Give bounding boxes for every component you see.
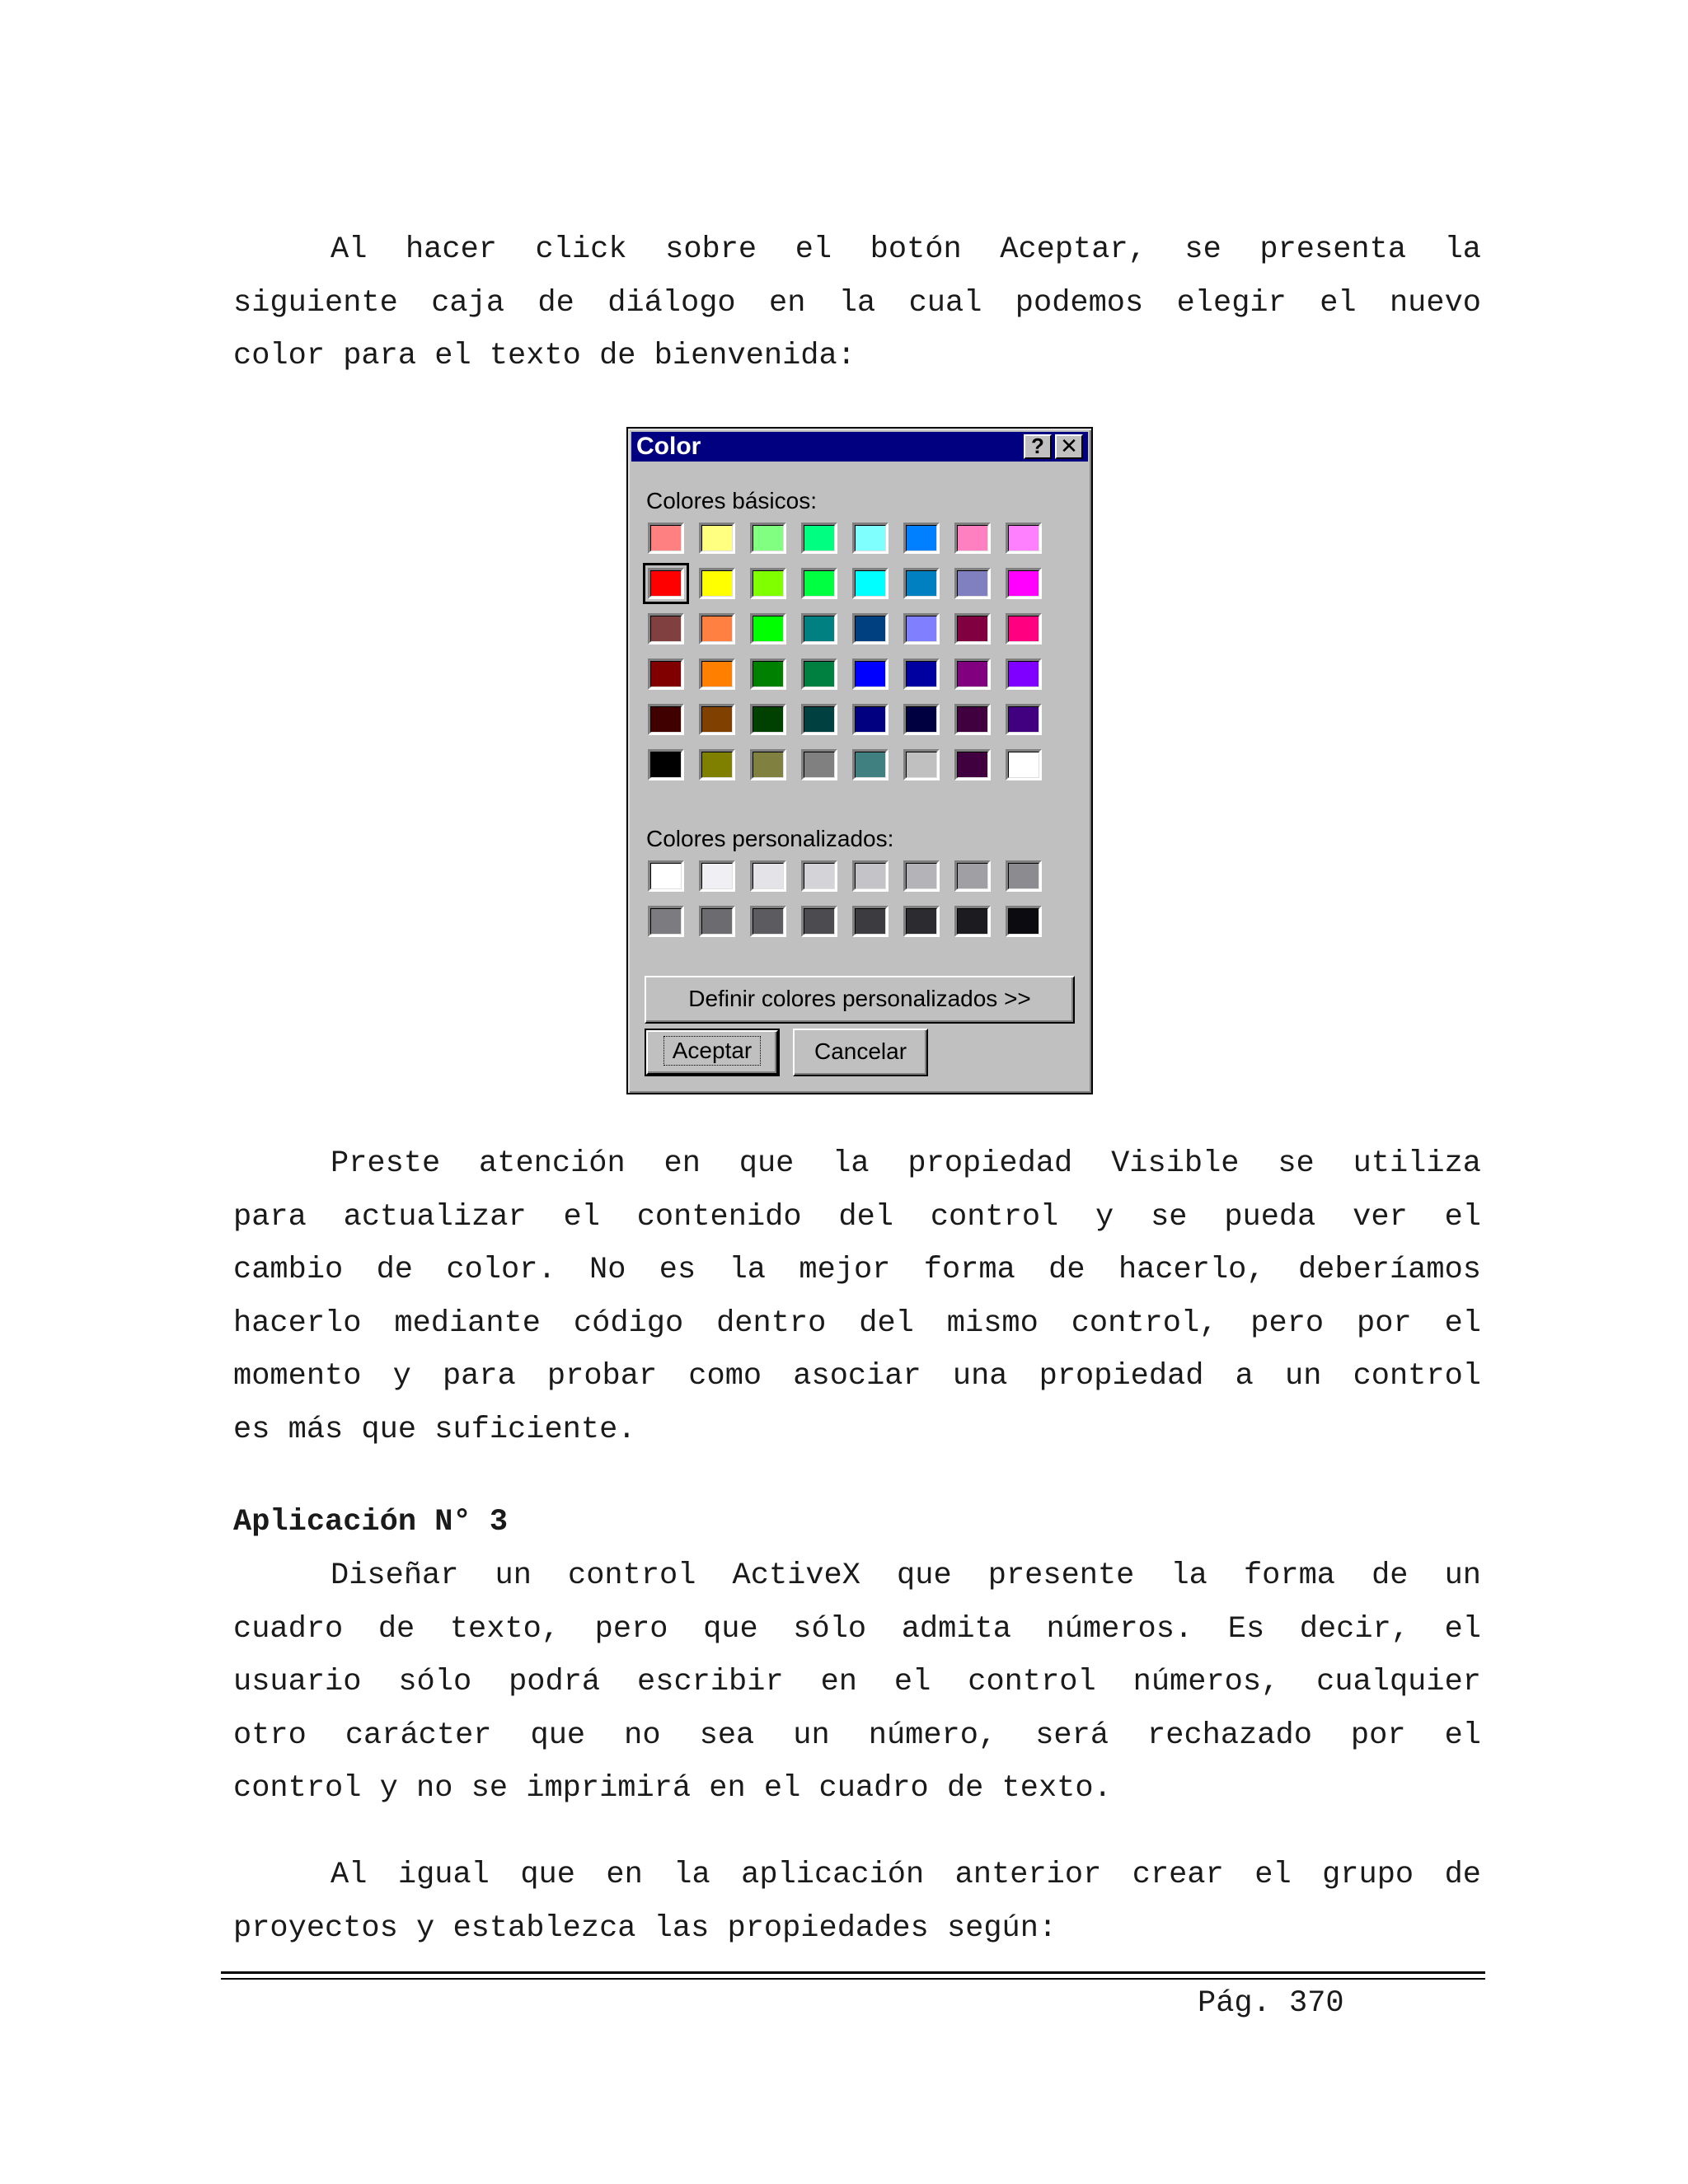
color-swatch-fill: [957, 752, 988, 778]
custom-color-swatch[interactable]: [903, 906, 940, 937]
basic-color-swatch[interactable]: [1006, 523, 1042, 554]
text-line: color para el texto de bienvenida:: [233, 339, 856, 373]
basic-color-swatch[interactable]: [801, 523, 837, 554]
basic-color-swatch[interactable]: [648, 523, 684, 554]
color-swatch-fill: [650, 570, 682, 597]
footer-rule: [221, 1971, 1485, 1974]
color-dialog: [626, 427, 1093, 1094]
basic-color-swatch[interactable]: [903, 613, 940, 644]
basic-color-swatch[interactable]: [750, 704, 786, 735]
basic-color-swatch[interactable]: [699, 749, 735, 780]
color-swatch-fill: [1008, 616, 1039, 642]
basic-color-swatch[interactable]: [852, 523, 889, 554]
custom-color-swatch[interactable]: [699, 906, 735, 937]
basic-color-swatch[interactable]: [954, 658, 991, 690]
basic-color-swatch[interactable]: [801, 658, 837, 690]
basic-color-swatch[interactable]: [1006, 704, 1042, 735]
color-swatch-fill: [701, 863, 733, 889]
color-swatch-fill: [855, 752, 886, 778]
color-swatch-fill: [1008, 706, 1039, 733]
basic-color-swatch[interactable]: [903, 658, 940, 690]
basic-color-swatch[interactable]: [954, 613, 991, 644]
color-swatch-fill: [650, 908, 682, 935]
custom-color-swatch[interactable]: [750, 906, 786, 937]
basic-color-swatch[interactable]: [903, 523, 940, 554]
section-heading: Aplicación N° 3: [233, 1505, 509, 1540]
custom-color-swatch[interactable]: [852, 860, 889, 892]
text-line: otro carácter que no sea un número, será rechazado por el: [233, 1718, 1481, 1753]
custom-color-swatch[interactable]: [648, 860, 684, 892]
text-line: usuario sólo podrá escribir en el control números, cualquier: [233, 1665, 1481, 1699]
text-line: es más que suficiente.: [233, 1412, 636, 1447]
color-swatch-fill: [650, 752, 682, 778]
text-line: Preste atención en que la propiedad Visible se utiliza: [331, 1146, 1481, 1181]
color-swatch-fill: [650, 863, 682, 889]
color-swatch-fill: [1008, 525, 1039, 551]
basic-color-swatch[interactable]: [903, 749, 940, 780]
text-line: proyectos y establezca las propiedades según:: [233, 1910, 1057, 1946]
basic-color-swatch[interactable]: [1006, 749, 1042, 780]
basic-color-swatch[interactable]: [903, 568, 940, 599]
color-swatch-fill: [650, 661, 682, 687]
color-swatch-fill: [906, 661, 937, 687]
basic-color-swatch[interactable]: [1006, 568, 1042, 599]
dialog-title-bar[interactable]: [631, 432, 1088, 462]
color-swatch-fill: [804, 752, 835, 778]
text-line: siguiente caja de diálogo en la cual podemos elegir el nuevo: [233, 285, 1481, 321]
basic-color-swatch[interactable]: [699, 568, 735, 599]
color-swatch-fill: [957, 570, 988, 597]
color-swatch-fill: [855, 525, 886, 551]
custom-colors-label: Colores personalizados:: [646, 826, 894, 851]
text-line: Diseñar un control ActiveX que presente la forma de un: [331, 1558, 1481, 1593]
cancel-button[interactable]: [793, 1029, 928, 1076]
basic-color-swatch[interactable]: [852, 704, 889, 735]
define-custom-colors-button[interactable]: [645, 976, 1075, 1024]
color-swatch-fill: [804, 706, 835, 733]
text-line: Al hacer click sobre el botón Aceptar, se presenta la: [331, 232, 1481, 267]
color-swatch-fill: [1008, 908, 1039, 935]
color-swatch-fill: [650, 525, 682, 551]
basic-color-swatch[interactable]: [750, 658, 786, 690]
basic-color-swatch[interactable]: [648, 749, 684, 780]
color-swatch-fill: [957, 706, 988, 733]
dialog-title: Color: [636, 433, 701, 460]
footer-rule: [221, 1978, 1485, 1980]
color-swatch-fill: [906, 863, 937, 889]
custom-color-swatch[interactable]: [903, 860, 940, 892]
text-line: para actualizar el contenido del control y se pueda ver el: [233, 1199, 1481, 1235]
color-swatch-fill: [804, 525, 835, 551]
color-swatch-fill: [855, 908, 886, 935]
custom-color-swatch[interactable]: [801, 860, 837, 892]
color-swatch-fill: [906, 570, 937, 597]
color-swatch-fill: [650, 706, 682, 733]
color-swatch-fill: [855, 706, 886, 733]
color-swatch-fill: [855, 863, 886, 889]
color-swatch-fill: [804, 661, 835, 687]
color-swatch-fill: [1008, 752, 1039, 778]
color-swatch-fill: [957, 863, 988, 889]
basic-color-swatch[interactable]: [852, 749, 889, 780]
page-number: Pág. 370: [1198, 1986, 1344, 2021]
basic-color-swatch[interactable]: [1006, 613, 1042, 644]
close-button[interactable]: [1055, 434, 1083, 459]
paragraph-4: [233, 1849, 1481, 1955]
color-swatch-fill: [753, 525, 784, 551]
basic-color-swatch[interactable]: [648, 704, 684, 735]
color-swatch-fill: [701, 570, 733, 597]
basic-color-swatch[interactable]: [699, 658, 735, 690]
text-line: cuadro de texto, pero que sólo admita números. Es decir, el: [233, 1611, 1481, 1647]
color-swatch-fill: [906, 752, 937, 778]
custom-color-swatch[interactable]: [801, 906, 837, 937]
basic-color-swatch[interactable]: [699, 613, 735, 644]
cancel-button-label: Cancelar: [814, 1038, 907, 1064]
basic-color-swatch[interactable]: [801, 568, 837, 599]
custom-color-swatch[interactable]: [954, 860, 991, 892]
basic-color-swatch[interactable]: [852, 613, 889, 644]
color-swatch-fill: [906, 706, 937, 733]
basic-color-swatch[interactable]: [750, 749, 786, 780]
basic-color-swatch[interactable]: [801, 749, 837, 780]
color-swatch-fill: [804, 908, 835, 935]
color-swatch-fill: [804, 616, 835, 642]
color-swatch-fill: [957, 908, 988, 935]
basic-color-swatch[interactable]: [648, 613, 684, 644]
color-swatch-fill: [753, 706, 784, 733]
color-swatch-fill: [753, 752, 784, 778]
custom-color-swatch[interactable]: [1006, 906, 1042, 937]
basic-color-swatch[interactable]: [852, 568, 889, 599]
basic-color-swatch[interactable]: [699, 704, 735, 735]
color-swatch-fill: [1008, 863, 1039, 889]
custom-color-swatch[interactable]: [852, 906, 889, 937]
color-swatch-fill: [804, 863, 835, 889]
color-swatch-fill: [701, 908, 733, 935]
custom-color-swatch[interactable]: [648, 906, 684, 937]
color-swatch-fill: [855, 661, 886, 687]
basic-color-swatch[interactable]: [903, 704, 940, 735]
color-swatch-fill: [701, 706, 733, 733]
color-swatch-fill: [804, 570, 835, 597]
paragraph-3: [233, 1549, 1481, 1816]
basic-color-swatch[interactable]: [648, 568, 684, 599]
color-swatch-fill: [701, 525, 733, 551]
color-swatch-fill: [906, 908, 937, 935]
ok-button-label: Aceptar: [663, 1036, 762, 1066]
basic-color-swatch[interactable]: [750, 568, 786, 599]
color-swatch-fill: [906, 616, 937, 642]
basic-color-swatch[interactable]: [954, 568, 991, 599]
basic-color-swatch[interactable]: [801, 704, 837, 735]
color-swatch-fill: [753, 570, 784, 597]
paragraph-2: [233, 1137, 1481, 1456]
basic-color-swatch[interactable]: [852, 658, 889, 690]
color-swatch-fill: [701, 661, 733, 687]
basic-color-swatch[interactable]: [801, 613, 837, 644]
color-swatch-fill: [906, 525, 937, 551]
color-swatch-fill: [753, 863, 784, 889]
close-icon: ✕: [1060, 434, 1078, 458]
text-line: momento y para probar como asociar una propiedad a un control: [233, 1359, 1481, 1394]
basic-color-swatch[interactable]: [954, 704, 991, 735]
color-swatch-fill: [957, 616, 988, 642]
basic-color-swatch[interactable]: [1006, 658, 1042, 690]
text-line: control y no se imprimirá en el cuadro de texto.: [233, 1771, 1112, 1806]
color-swatch-fill: [753, 616, 784, 642]
ok-button[interactable]: [646, 1030, 778, 1075]
color-swatch-fill: [701, 616, 733, 642]
custom-color-swatch[interactable]: [750, 860, 786, 892]
text-line: hacerlo mediante código dentro del mismo control, pero por el: [233, 1305, 1481, 1341]
color-swatch-fill: [753, 661, 784, 687]
basic-colors-label: Colores básicos:: [646, 488, 817, 513]
color-swatch-fill: [957, 661, 988, 687]
basic-color-swatch[interactable]: [954, 749, 991, 780]
help-button[interactable]: [1024, 434, 1052, 459]
text-line: Al igual que en la aplicación anterior crear el grupo de: [331, 1858, 1481, 1892]
paragraph-1: [233, 223, 1481, 383]
custom-color-swatch[interactable]: [699, 860, 735, 892]
color-swatch-fill: [1008, 570, 1039, 597]
color-swatch-fill: [1008, 661, 1039, 687]
basic-color-swatch[interactable]: [750, 613, 786, 644]
basic-color-swatch[interactable]: [954, 523, 991, 554]
color-swatch-fill: [957, 525, 988, 551]
custom-color-swatch[interactable]: [954, 906, 991, 937]
question-icon: ?: [1031, 434, 1044, 458]
text-line: cambio de color. No es la mejor forma de hacerlo, deberíamos: [233, 1253, 1481, 1287]
basic-color-swatch[interactable]: [648, 658, 684, 690]
custom-color-swatch[interactable]: [1006, 860, 1042, 892]
basic-color-swatch[interactable]: [750, 523, 786, 554]
color-swatch-fill: [650, 616, 682, 642]
basic-color-swatch[interactable]: [699, 523, 735, 554]
color-swatch-fill: [701, 752, 733, 778]
color-swatch-fill: [753, 908, 784, 935]
color-swatch-fill: [855, 570, 886, 597]
define-custom-colors-label: Definir colores personalizados >>: [688, 986, 1031, 1011]
color-swatch-fill: [855, 616, 886, 642]
